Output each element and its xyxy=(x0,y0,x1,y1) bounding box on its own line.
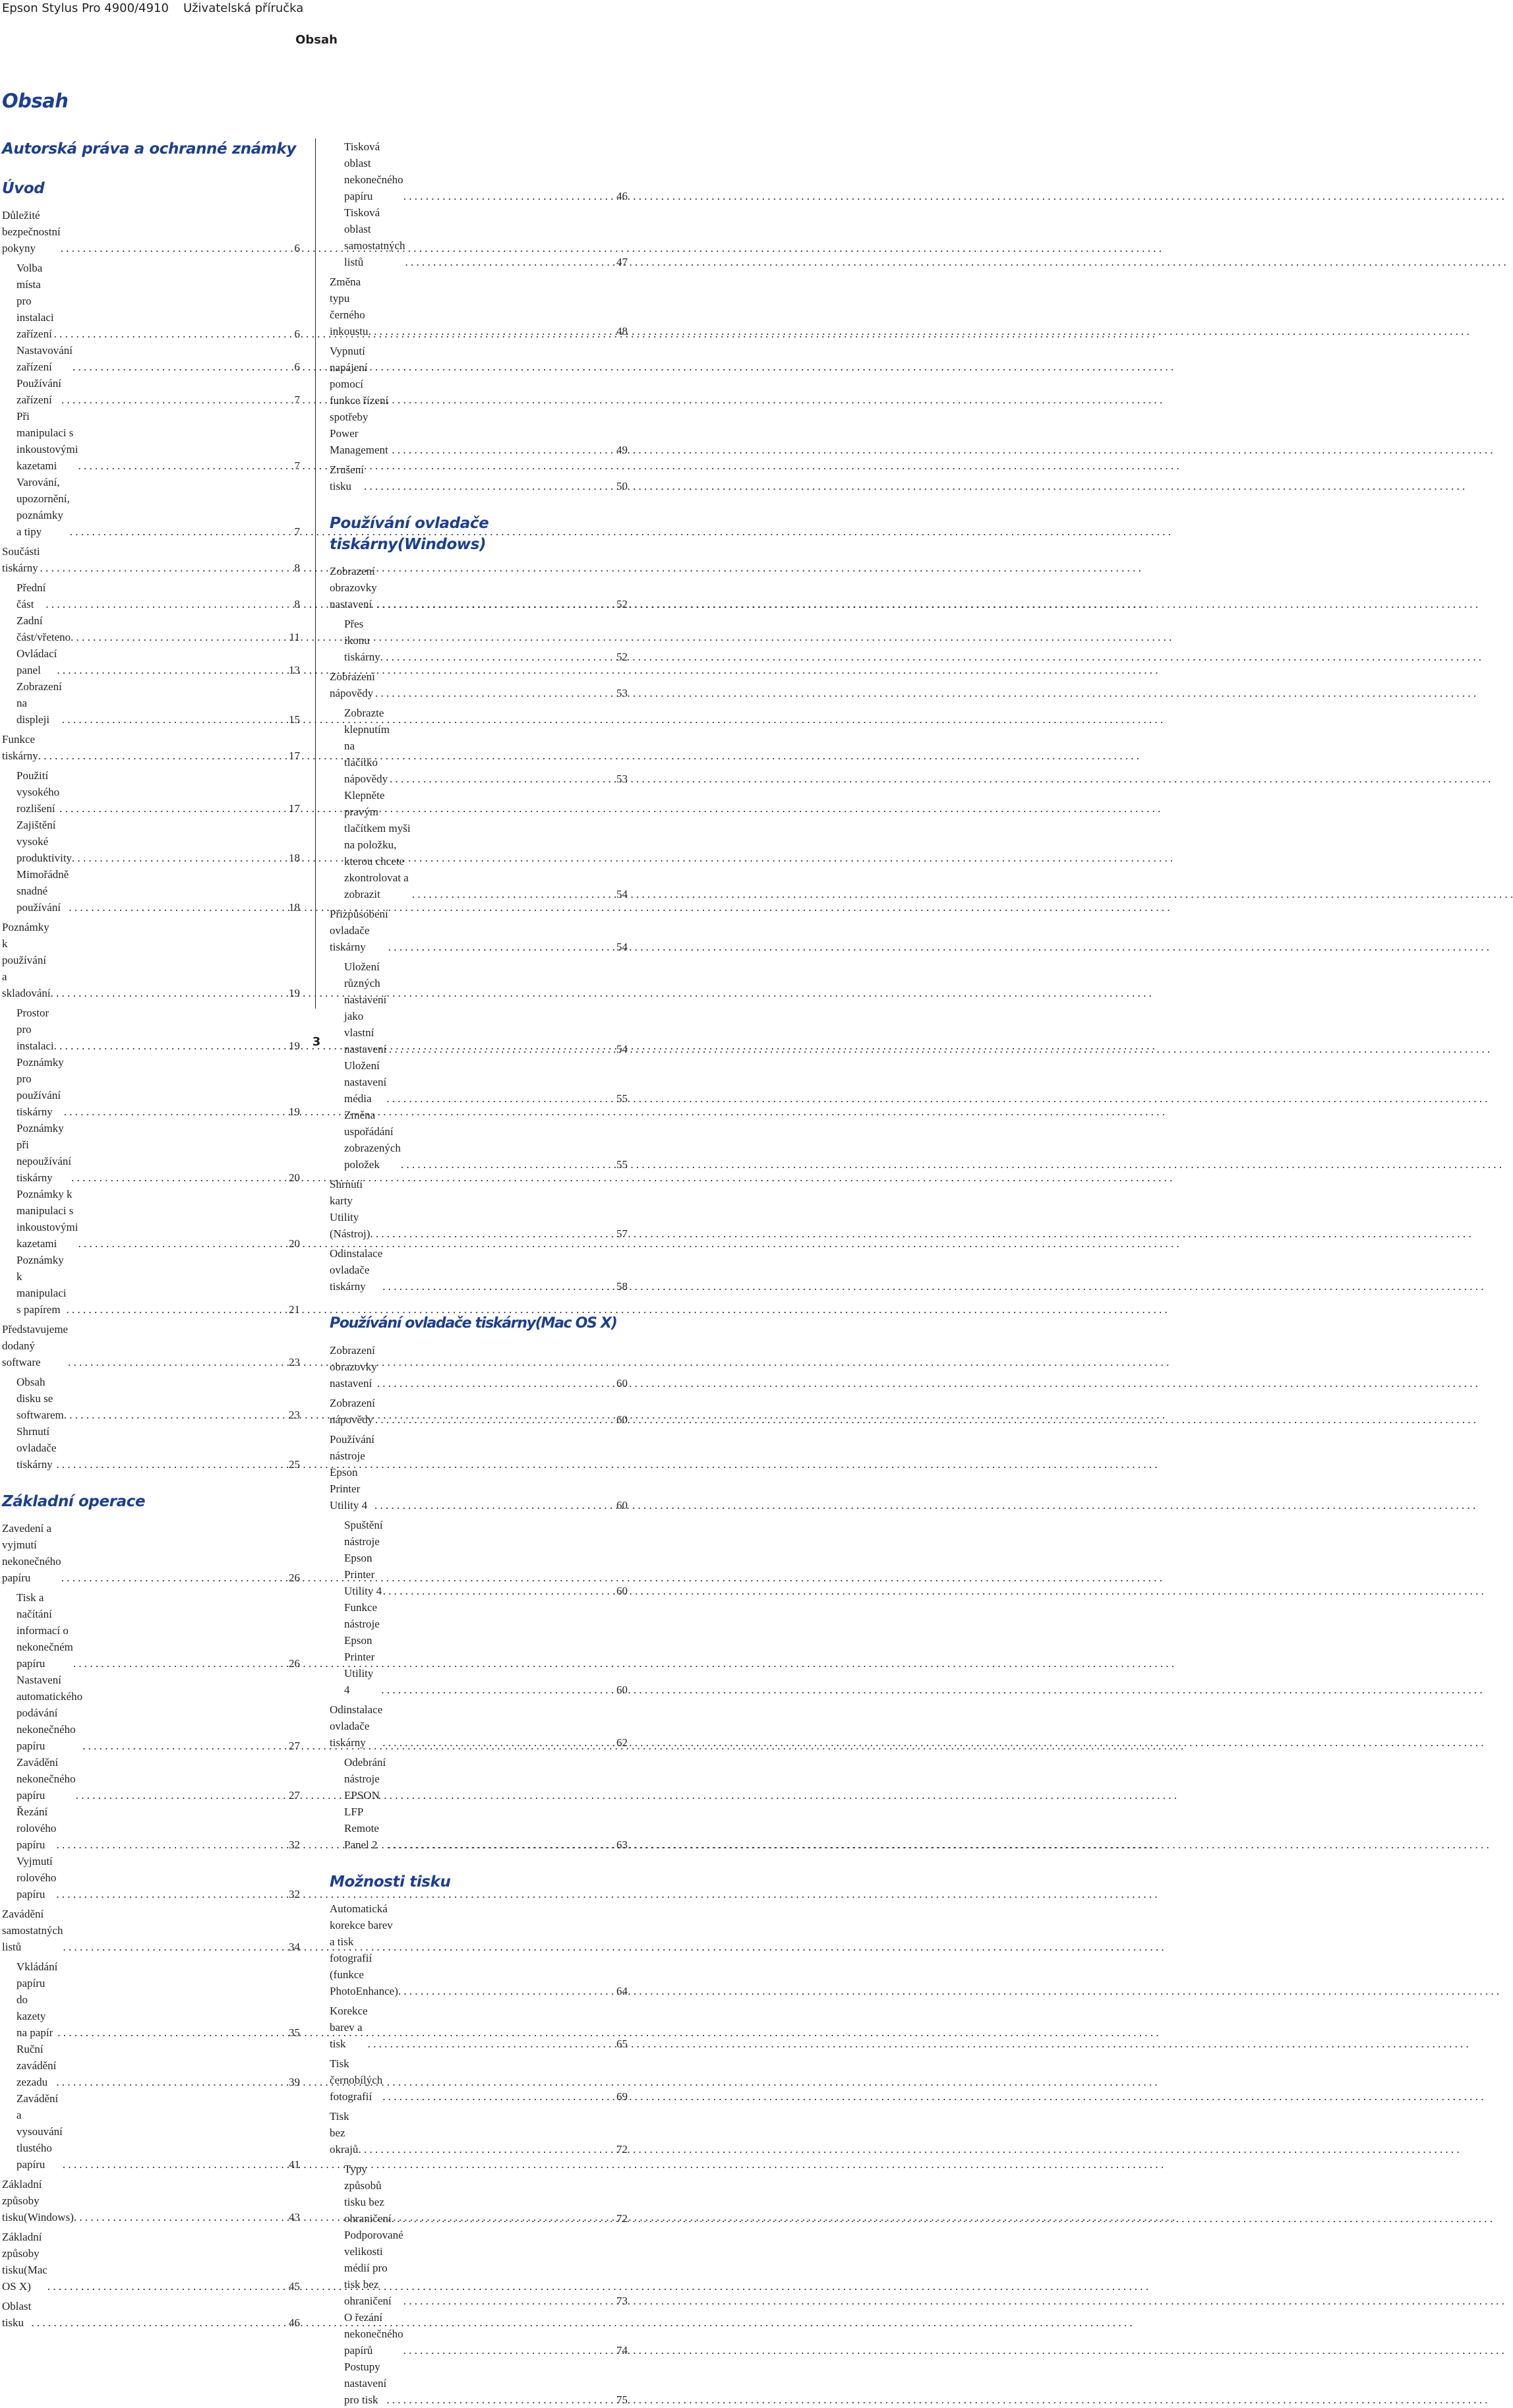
toc-subentry[interactable] xyxy=(2,579,300,612)
dot-leader xyxy=(47,2278,286,2295)
toc-subentry[interactable] xyxy=(2,375,300,408)
toc-page-number: 7 xyxy=(294,459,300,472)
toc-entry-title: Ovládací panel xyxy=(16,647,57,676)
toc-entry-title: Tisk černobílých fotografií xyxy=(330,2057,383,2103)
toc-page-number: 17 xyxy=(289,749,300,762)
dot-leader xyxy=(67,1301,286,1318)
toc-entry-title: Součásti tiskárny xyxy=(2,545,40,574)
toc-entry[interactable] xyxy=(330,1395,628,1428)
dot-leader xyxy=(40,560,292,576)
toc-entry-title: Podporované velikosti médií pro tisk bez ohraničení xyxy=(344,2229,403,2307)
toc-subentry[interactable] xyxy=(2,1186,300,1252)
dot-leader xyxy=(377,1375,614,1392)
toc-subentry[interactable] xyxy=(2,1120,300,1186)
toc-entry[interactable] xyxy=(2,1321,300,1370)
toc-entry[interactable] xyxy=(330,1245,628,1295)
toc-entry-title: Shrnutí karty Utility (Nástroj) xyxy=(330,1178,371,1240)
toc-entry-title: Použití vysokého rozlišení xyxy=(16,769,60,815)
toc-entry-title: Zobrazení nápovědy xyxy=(330,1397,375,1426)
dot-leader xyxy=(375,685,614,701)
toc-page-number: 52 xyxy=(616,651,628,663)
toc-page-number: 32 xyxy=(289,1888,300,1900)
toc-page-number: 75 xyxy=(616,2393,628,2406)
toc-entry-title: Obsah disku se softwarem xyxy=(16,1376,64,1421)
toc-subentry[interactable] xyxy=(2,817,300,866)
toc-page-number: 60 xyxy=(616,1499,628,1512)
toc-entry[interactable] xyxy=(2,207,300,256)
toc-entry[interactable] xyxy=(330,1900,628,1999)
toc-page-number: 69 xyxy=(616,2090,628,2103)
toc-entry-title: Prostor pro instalaci xyxy=(16,1007,54,1052)
toc-entry-title: Používání nástroje Epson Printer Utility 4 xyxy=(330,1433,374,1512)
toc-entry-title: Zadní část/vřeteno xyxy=(16,614,71,643)
toc-page-number: 19 xyxy=(289,987,300,999)
toc-page-number: 62 xyxy=(616,1736,628,1749)
dot-leader xyxy=(364,478,614,494)
dot-leader xyxy=(403,2342,614,2359)
toc-page-number: 7 xyxy=(294,394,300,406)
toc-page-number: 35 xyxy=(289,2026,300,2039)
toc-page-number: 7 xyxy=(294,525,300,538)
dot-leader xyxy=(69,899,286,916)
toc-subentry[interactable] xyxy=(2,408,300,474)
toc-subentry[interactable] xyxy=(2,1804,300,1853)
toc-entry-title: Mimořádně snadné používání xyxy=(16,868,69,914)
toc-entry-title: Zrušení tisku xyxy=(330,463,364,492)
toc-page-number: 45 xyxy=(289,2280,300,2293)
toc-page-number: 20 xyxy=(289,1171,300,1184)
toc-subentry[interactable] xyxy=(2,1374,300,1423)
toc-entry[interactable] xyxy=(2,2176,300,2225)
dot-leader xyxy=(382,1278,614,1295)
toc-page-number: 63 xyxy=(616,1838,628,1851)
toc-page-number: 25 xyxy=(289,1458,300,1471)
toc-page-number: 20 xyxy=(289,1237,300,1250)
toc-entry-title: Přední část xyxy=(16,581,46,610)
toc-subentry[interactable] xyxy=(2,645,300,678)
toc-subentry[interactable] xyxy=(2,1054,300,1120)
toc-section-heading: Úvod xyxy=(2,180,45,197)
dot-leader xyxy=(70,523,292,540)
document-header xyxy=(2,1,303,15)
toc-page-number: 50 xyxy=(616,480,628,492)
toc-page-number: 55 xyxy=(616,1092,628,1105)
toc-entry-title: Základní způsoby tisku(Windows) xyxy=(2,2178,74,2223)
toc-page-number: 17 xyxy=(289,802,300,815)
toc-subentry[interactable] xyxy=(330,705,628,787)
dot-leader xyxy=(386,2392,614,2408)
toc-page-number: 57 xyxy=(616,1227,628,1240)
toc-section-heading: Používání ovladače tiskárny(Windows) xyxy=(330,515,489,553)
toc-page-number: 32 xyxy=(289,1838,300,1851)
toc-entry[interactable] xyxy=(330,2055,628,2105)
dot-leader xyxy=(57,2024,286,2041)
toc-page-number: 72 xyxy=(616,2143,628,2156)
toc-entry[interactable] xyxy=(330,274,628,339)
toc-entry[interactable] xyxy=(330,906,628,955)
toc-section-heading: Základní operace xyxy=(2,1493,146,1510)
dot-leader xyxy=(388,1836,614,1853)
toc-subentry[interactable] xyxy=(2,474,300,540)
toc-entry-title: Řezání rolového papíru xyxy=(16,1806,57,1851)
toc-entry-title: Zavedení a vyjmutí nekonečného papíru xyxy=(2,1522,61,1584)
toc-page-number: 46 xyxy=(616,190,628,202)
toc-page-number: 64 xyxy=(616,1985,628,1997)
toc-subentry[interactable] xyxy=(2,342,300,375)
toc-page-number: 8 xyxy=(294,598,300,610)
toc-entry-title: Spuštění nástroje Epson Printer Utility 4 xyxy=(344,1519,383,1597)
toc-entry-title: Nastavení automatického podávání nekonečného papíru xyxy=(16,1674,83,1752)
toc-entry[interactable] xyxy=(2,731,300,764)
toc-entry-title: Tisková oblast nekonečného papíru xyxy=(344,140,403,202)
toc-page-number: 27 xyxy=(289,1789,300,1802)
dot-leader xyxy=(71,629,287,645)
page-title: Obsah xyxy=(2,90,69,112)
toc-entry-title: Zavádění a vysouvání tlustého papíru xyxy=(16,2092,63,2171)
toc-entry-title: Odebrání nástroje EPSON LFP Remote Panel 2 xyxy=(344,1756,386,1851)
toc-subentry[interactable] xyxy=(330,1754,628,1853)
toc-subentry[interactable] xyxy=(330,2359,628,2408)
toc-entry[interactable] xyxy=(2,1906,300,1955)
dot-leader xyxy=(82,1738,286,1754)
toc-subentry[interactable] xyxy=(2,1958,300,2041)
toc-page-number: 54 xyxy=(616,1043,628,1055)
dot-leader xyxy=(78,1235,287,1252)
dot-leader xyxy=(358,2141,614,2158)
toc-page-number: 11 xyxy=(289,631,300,643)
dot-leader xyxy=(64,1407,286,1423)
toc-page-number: 6 xyxy=(294,328,300,340)
toc-page-number: 53 xyxy=(616,773,628,785)
toc-page-number: 65 xyxy=(616,2038,628,2050)
dot-leader xyxy=(390,771,614,787)
dot-leader xyxy=(59,800,286,817)
toc-page-number: 53 xyxy=(616,687,628,699)
toc-entry-title: Funkce nástroje Epson Printer Utility 4 xyxy=(344,1601,380,1696)
toc-entry[interactable] xyxy=(330,461,628,494)
dot-leader xyxy=(61,1570,286,1586)
toc-page-number: 43 xyxy=(289,2211,300,2223)
toc-subentry[interactable] xyxy=(330,2309,628,2359)
dot-leader xyxy=(369,323,614,339)
product-name: Epson Stylus Pro 4900/4910 xyxy=(2,1,169,15)
toc-entry-title: Oblast tisku xyxy=(2,2300,32,2329)
toc-entry[interactable] xyxy=(2,1520,300,1586)
dot-leader xyxy=(61,240,292,256)
dot-leader xyxy=(56,2074,286,2090)
dot-leader xyxy=(56,1836,286,1853)
toc-subentry[interactable] xyxy=(2,2041,300,2090)
toc-page-number: 15 xyxy=(289,713,300,726)
toc-entry[interactable] xyxy=(2,2298,300,2331)
toc-section-heading: Autorská práva a ochranné známky xyxy=(2,140,296,158)
dot-leader xyxy=(383,1583,614,1599)
toc-page-number: 46 xyxy=(289,2316,300,2329)
toc-page-number: 60 xyxy=(616,1413,628,1426)
toc-page-number: 13 xyxy=(289,664,300,676)
toc-page-number: 48 xyxy=(616,325,628,338)
toc-page-number: 41 xyxy=(289,2158,300,2171)
toc-subentry[interactable] xyxy=(330,2227,628,2309)
toc-page-number: 58 xyxy=(616,1280,628,1293)
toc-entry[interactable] xyxy=(330,1176,628,1242)
toc-page-number: 23 xyxy=(289,1409,300,1421)
toc-entry-title: Zobrazte klepnutím na tlačítko nápovědy xyxy=(344,707,390,785)
toc-entry-title: Zavádění nekonečného papíru xyxy=(16,1756,76,1802)
dot-leader xyxy=(382,2088,614,2105)
toc-entry-title: Zajištění vysoké produktivity xyxy=(16,819,73,864)
toc-subentry[interactable] xyxy=(2,1589,300,1672)
toc-entry-title: Odinstalace ovladače tiskárny xyxy=(330,1703,383,1749)
toc-entry-title: Vypnutí napájení pomocí funkce řízení spotřeby Power Management xyxy=(330,345,389,456)
toc-entry-title: Poznámky k manipulaci s inkoustovými kazetami xyxy=(16,1188,78,1250)
toc-entry[interactable] xyxy=(2,2229,300,2295)
dot-leader xyxy=(71,1169,286,1186)
toc-entry-title: Shrnutí ovladače tiskárny xyxy=(16,1425,57,1471)
toc-entry-title: Tisková oblast samostatných listů xyxy=(344,206,405,268)
dot-leader xyxy=(392,442,614,458)
toc-entry-title: Tisk a načítání informací o nekonečném papíru xyxy=(16,1591,73,1670)
dot-leader xyxy=(57,662,286,678)
toc-entry-title: Zobrazení na displeji xyxy=(16,680,62,726)
toc-entry[interactable] xyxy=(2,919,300,1001)
dot-leader xyxy=(382,1734,614,1751)
toc-entry-title: Přizpůsobení ovladače tiskárny xyxy=(330,908,388,953)
toc-entry[interactable] xyxy=(330,1342,628,1392)
toc-entry-title: O řezání nekonečného papírů xyxy=(344,2311,403,2357)
dot-leader xyxy=(370,1225,614,1242)
toc-entry-title: Klepněte pravým tlačítkem myši na položku, kterou chcete zkontrolovat a zobrazit xyxy=(344,789,411,900)
toc-section-heading: Používání ovladače tiskárny(Mac OS X) xyxy=(330,1315,617,1332)
toc-entry-title: Varování, upozornění, poznámky a tipy xyxy=(16,476,70,538)
toc-entry-title: Nastavování zařízení xyxy=(16,344,73,373)
toc-right-column xyxy=(330,138,628,2408)
toc-subentry[interactable] xyxy=(330,616,628,665)
toc-entry-title: Zobrazení obrazovky nastavení xyxy=(330,565,377,610)
dot-leader xyxy=(386,1090,614,1107)
toc-subentry[interactable] xyxy=(330,138,628,204)
toc-page-number: 27 xyxy=(289,1740,300,1752)
toc-entry-title: Korekce barev a tisk xyxy=(330,2005,368,2050)
toc-left-column xyxy=(2,138,300,2331)
toc-entry[interactable] xyxy=(330,563,628,612)
toc-entry-title: Představujeme dodaný software xyxy=(2,1323,69,1368)
dot-leader xyxy=(392,2210,614,2227)
toc-subentry[interactable] xyxy=(2,1672,300,1754)
toc-entry-title: Volba místa pro instalaci zařízení xyxy=(16,262,54,340)
toc-subentry[interactable] xyxy=(330,787,628,902)
toc-page-number: 74 xyxy=(616,2344,628,2357)
dot-leader xyxy=(398,1983,614,1999)
dot-leader xyxy=(31,2314,286,2331)
toc-page-number: 18 xyxy=(289,901,300,914)
dot-leader xyxy=(64,1103,286,1120)
toc-subentry[interactable] xyxy=(2,260,300,342)
toc-subentry[interactable] xyxy=(2,612,300,645)
toc-page-number: 6 xyxy=(294,242,300,254)
running-head: Obsah xyxy=(295,33,338,47)
dot-leader xyxy=(403,2293,614,2309)
toc-page-number: 73 xyxy=(616,2295,628,2307)
toc-entry-title: Poznámky k používání a skladování xyxy=(2,921,51,999)
toc-page-number: 21 xyxy=(289,1303,300,1316)
toc-entry[interactable] xyxy=(330,2003,628,2052)
dot-leader xyxy=(401,1156,614,1173)
toc-entry-title: Tisk bez okrajů xyxy=(330,2110,359,2156)
toc-subentry[interactable] xyxy=(2,866,300,916)
toc-entry-title: Vyjmutí rolového papíru xyxy=(16,1855,57,1900)
dot-leader xyxy=(380,649,614,665)
dot-leader xyxy=(78,457,292,474)
toc-subentry[interactable] xyxy=(330,1599,628,1698)
dot-leader xyxy=(63,2156,286,2173)
dot-leader xyxy=(73,359,292,375)
toc-entry-title: Uložení různých nastavení jako vlastní nastavení xyxy=(344,960,387,1055)
toc-page-number: 52 xyxy=(616,598,628,610)
toc-page-number: 60 xyxy=(616,1684,628,1696)
dot-leader xyxy=(56,1886,286,1902)
dot-leader xyxy=(72,850,286,866)
toc-entry-title: Při manipulaci s inkoustovými kazetami xyxy=(16,410,78,472)
toc-subentry[interactable] xyxy=(2,1252,300,1318)
toc-entry[interactable] xyxy=(330,668,628,701)
toc-subentry[interactable] xyxy=(330,2161,628,2227)
toc-subentry[interactable] xyxy=(330,1107,628,1173)
toc-page-number: 19 xyxy=(289,1105,300,1118)
toc-page-number: 39 xyxy=(289,2076,300,2088)
toc-entry-title: Důležité bezpečnostní pokyny xyxy=(2,209,61,254)
dot-leader xyxy=(381,1682,614,1698)
toc-entry-title: Automatická korekce barev a tisk fotografií (funkce PhotoEnhance) xyxy=(330,1902,398,1997)
toc-entry-title: Typy způsobů tisku bez ohraničení xyxy=(344,2163,392,2225)
toc-subentry[interactable] xyxy=(2,1423,300,1473)
dot-leader xyxy=(374,1497,614,1513)
toc-entry-title: Odinstalace ovladače tiskárny xyxy=(330,1247,383,1293)
dot-leader xyxy=(54,326,292,342)
dot-leader xyxy=(412,886,614,902)
toc-entry-title: Základní způsoby tisku(Mac OS X) xyxy=(2,2231,47,2293)
toc-entry[interactable] xyxy=(330,343,628,458)
dot-leader xyxy=(62,711,286,728)
toc-entry-title: Poznámky při nepoužívání tiskárny xyxy=(16,1122,72,1184)
toc-entry-title: Zavádění samostatných listů xyxy=(2,1908,63,1953)
toc-entry[interactable] xyxy=(330,1701,628,1751)
toc-subentry[interactable] xyxy=(2,678,300,728)
dot-leader xyxy=(38,748,286,764)
toc-entry-title: Poznámky pro používání tiskárny xyxy=(16,1056,64,1118)
toc-page-number: 8 xyxy=(294,562,300,574)
toc-page-number: 6 xyxy=(294,361,300,373)
dot-leader xyxy=(61,392,292,408)
dot-leader xyxy=(403,188,614,204)
toc-entry[interactable] xyxy=(2,543,300,576)
toc-page-number: 23 xyxy=(289,1356,300,1368)
dot-leader xyxy=(405,254,614,270)
toc-page-number: 60 xyxy=(616,1585,628,1597)
toc-subentry[interactable] xyxy=(2,2090,300,2173)
toc-entry-title: Funkce tiskárny xyxy=(2,733,38,762)
toc-page-number: 49 xyxy=(616,444,628,456)
dot-leader xyxy=(375,1411,614,1428)
toc-page-number: 26 xyxy=(289,1657,300,1670)
toc-entry-title: Postupy nastavení pro tisk xyxy=(344,2361,387,2406)
toc-page-number: 60 xyxy=(616,1377,628,1390)
toc-page-number: 54 xyxy=(616,888,628,900)
toc-section-heading: Možnosti tisku xyxy=(330,1873,451,1891)
toc-subentry[interactable] xyxy=(2,767,300,817)
toc-subentry[interactable] xyxy=(2,1754,300,1804)
toc-entry-title: Změna typu černého inkoustu xyxy=(330,276,369,338)
toc-entry-title: Změna uspořádání zobrazených položek xyxy=(344,1109,401,1171)
toc-page-number: 54 xyxy=(616,941,628,953)
toc-entry[interactable] xyxy=(330,2108,628,2158)
toc-entry-title: Uložení nastavení média xyxy=(344,1059,387,1105)
dot-leader xyxy=(56,1456,286,1473)
dot-leader xyxy=(73,1655,286,1672)
dot-leader xyxy=(51,985,286,1001)
dot-leader xyxy=(74,2209,286,2225)
guide-name: Uživatelská příručka xyxy=(183,1,304,15)
toc-subentry[interactable] xyxy=(2,1853,300,1902)
dot-leader xyxy=(388,939,614,955)
toc-page-number: 19 xyxy=(289,1040,300,1052)
toc-page-number: 18 xyxy=(289,852,300,864)
toc-subentry[interactable] xyxy=(330,204,628,270)
dot-leader xyxy=(68,1354,286,1370)
toc-entry-title: Ruční zavádění zezadu xyxy=(16,2043,57,2088)
toc-entry-title: Používání zařízení xyxy=(16,377,61,406)
dot-leader xyxy=(45,596,291,612)
dot-leader xyxy=(63,1939,286,1955)
dot-leader xyxy=(76,1787,286,1804)
toc-subentry[interactable] xyxy=(330,1517,628,1599)
toc-page-number: 34 xyxy=(289,1941,300,1953)
dot-leader xyxy=(368,2036,614,2052)
toc-entry-title: Zobrazení obrazovky nastavení xyxy=(330,1344,377,1390)
dot-leader xyxy=(377,596,614,612)
toc-entry-title: Přes ikonu tiskárny xyxy=(344,618,380,663)
toc-entry-title: Zobrazení nápovědy xyxy=(330,670,375,699)
toc-entry[interactable] xyxy=(330,1431,628,1513)
toc-subentry[interactable] xyxy=(330,1057,628,1107)
toc-entry-title: Vkládání papíru do kazety na papír xyxy=(16,1960,58,2039)
toc-page-number: 47 xyxy=(616,256,628,268)
toc-page-number: 55 xyxy=(616,1158,628,1171)
toc-page-number: 72 xyxy=(616,2212,628,2225)
toc-page-number: 26 xyxy=(289,1571,300,1584)
page-number: 3 xyxy=(312,1035,321,1049)
toc-entry-title: Poznámky k manipulaci s papírem xyxy=(16,1254,67,1316)
